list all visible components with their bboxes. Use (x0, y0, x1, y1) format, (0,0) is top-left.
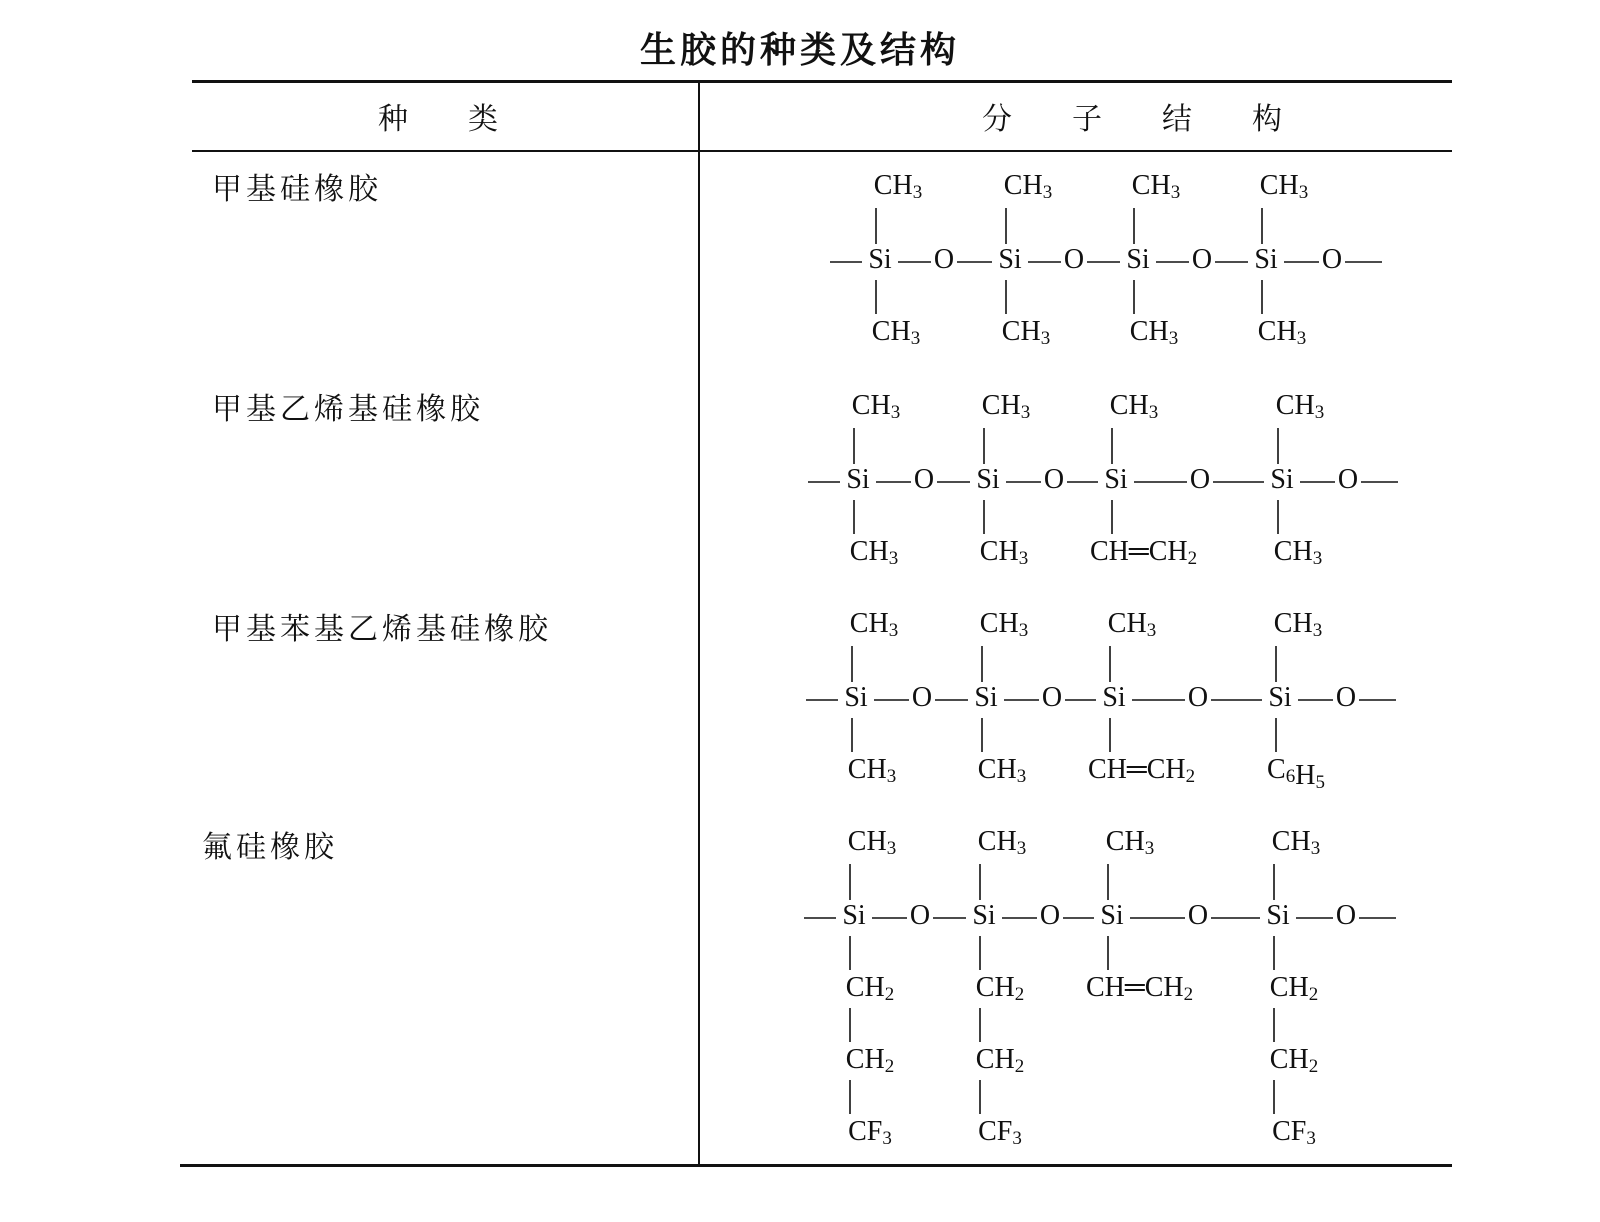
top-substituent: $CH_3$ (981, 390, 1031, 424)
si-atom: Si (1266, 900, 1290, 932)
top-substituent: $CH_3$ (847, 826, 897, 860)
o-atom: O (1041, 682, 1063, 714)
si-atom: Si (1102, 682, 1126, 714)
o-atom: O (1187, 682, 1209, 714)
o-atom: O (1321, 244, 1343, 276)
bottom-substituent: $CH_3$ (977, 754, 1027, 788)
bottom-substituent: $CH_3$ (847, 754, 897, 788)
kind-label-2: 甲基乙烯基硅橡胶 (212, 392, 484, 427)
bottom-substituent: $CH_2$ (975, 972, 1025, 1006)
bottom-substituent: $CH_3$ (979, 536, 1029, 570)
bottom-substituent: $CH_3$ (871, 316, 921, 350)
top-substituent: $CH_3$ (1105, 826, 1155, 860)
bottom-substituent: $CH_2$ (845, 1044, 895, 1078)
top-substituent: $CH_3$ (1003, 170, 1053, 204)
si-atom: Si (1104, 464, 1128, 496)
top-substituent: $CH_3$ (849, 608, 899, 642)
top-substituent: $CH_3$ (1259, 170, 1309, 204)
header-structure: 分子结构 (982, 102, 1342, 137)
top-substituent: $CH_3$ (1107, 608, 1157, 642)
bottom-substituent: $CH_3$ (1257, 316, 1307, 350)
bottom-substituent: $CH_2$ (975, 1044, 1025, 1078)
o-atom: O (1039, 900, 1061, 932)
bottom-substituent: $CF_3$ (1272, 1116, 1316, 1150)
si-atom: Si (1100, 900, 1124, 932)
page-title: 生胶的种类及结构 (639, 30, 960, 71)
o-atom: O (1043, 464, 1065, 496)
o-atom: O (933, 244, 955, 276)
si-atom: Si (1268, 682, 1292, 714)
si-atom: Si (1254, 244, 1278, 276)
top-substituent: $CH_3$ (1271, 826, 1321, 860)
kind-label-3: 甲基苯基乙烯基硅橡胶 (212, 612, 552, 647)
bottom-substituent: $CH═CH_2$ (1090, 536, 1198, 570)
bottom-substituent: $CH═CH_2$ (1086, 972, 1194, 1006)
bottom-substituent: $CF_3$ (978, 1116, 1022, 1150)
bottom-substituent: $CH_3$ (849, 536, 899, 570)
si-atom: Si (972, 900, 996, 932)
header-kind: 种类 (378, 102, 558, 137)
si-atom: Si (974, 682, 998, 714)
top-substituent: $CH_3$ (1273, 608, 1323, 642)
o-atom: O (1335, 682, 1357, 714)
o-atom: O (1189, 464, 1211, 496)
bottom-substituent: $CH_2$ (1269, 1044, 1319, 1078)
si-atom: Si (844, 682, 868, 714)
bottom-substituent: $CH_3$ (1129, 316, 1179, 350)
bottom-substituent: $CH_3$ (1001, 316, 1051, 350)
si-atom: Si (846, 464, 870, 496)
si-atom: Si (998, 244, 1022, 276)
bottom-substituent: $CH═CH_2$ (1088, 754, 1196, 788)
o-atom: O (1337, 464, 1359, 496)
si-atom: Si (842, 900, 866, 932)
bottom-substituent: $CF_3$ (848, 1116, 892, 1150)
o-atom: O (1063, 244, 1085, 276)
o-atom: O (1187, 900, 1209, 932)
o-atom: O (911, 682, 933, 714)
kind-label-1: 甲基硅橡胶 (212, 172, 382, 207)
top-substituent: $CH_3$ (851, 390, 901, 424)
si-atom: Si (976, 464, 1000, 496)
o-atom: O (909, 900, 931, 932)
top-substituent: $CH_3$ (977, 826, 1027, 860)
top-substituent: $CH_3$ (1131, 170, 1181, 204)
o-atom: O (1191, 244, 1213, 276)
bottom-substituent: $CH_3$ (1273, 536, 1323, 570)
kind-label-4: 氟硅橡胶 (202, 830, 338, 865)
top-substituent: $CH_3$ (1275, 390, 1325, 424)
bottom-substituent: $CH_2$ (845, 972, 895, 1006)
o-atom: O (1335, 900, 1357, 932)
top-substituent: $CH_3$ (1109, 390, 1159, 424)
si-atom: Si (1126, 244, 1150, 276)
bottom-substituent: $C_6H_5$ (1267, 754, 1325, 794)
bottom-substituent: $CH_2$ (1269, 972, 1319, 1006)
o-atom: O (913, 464, 935, 496)
si-atom: Si (1270, 464, 1294, 496)
si-atom: Si (868, 244, 892, 276)
top-substituent: $CH_3$ (873, 170, 923, 204)
top-substituent: $CH_3$ (979, 608, 1029, 642)
